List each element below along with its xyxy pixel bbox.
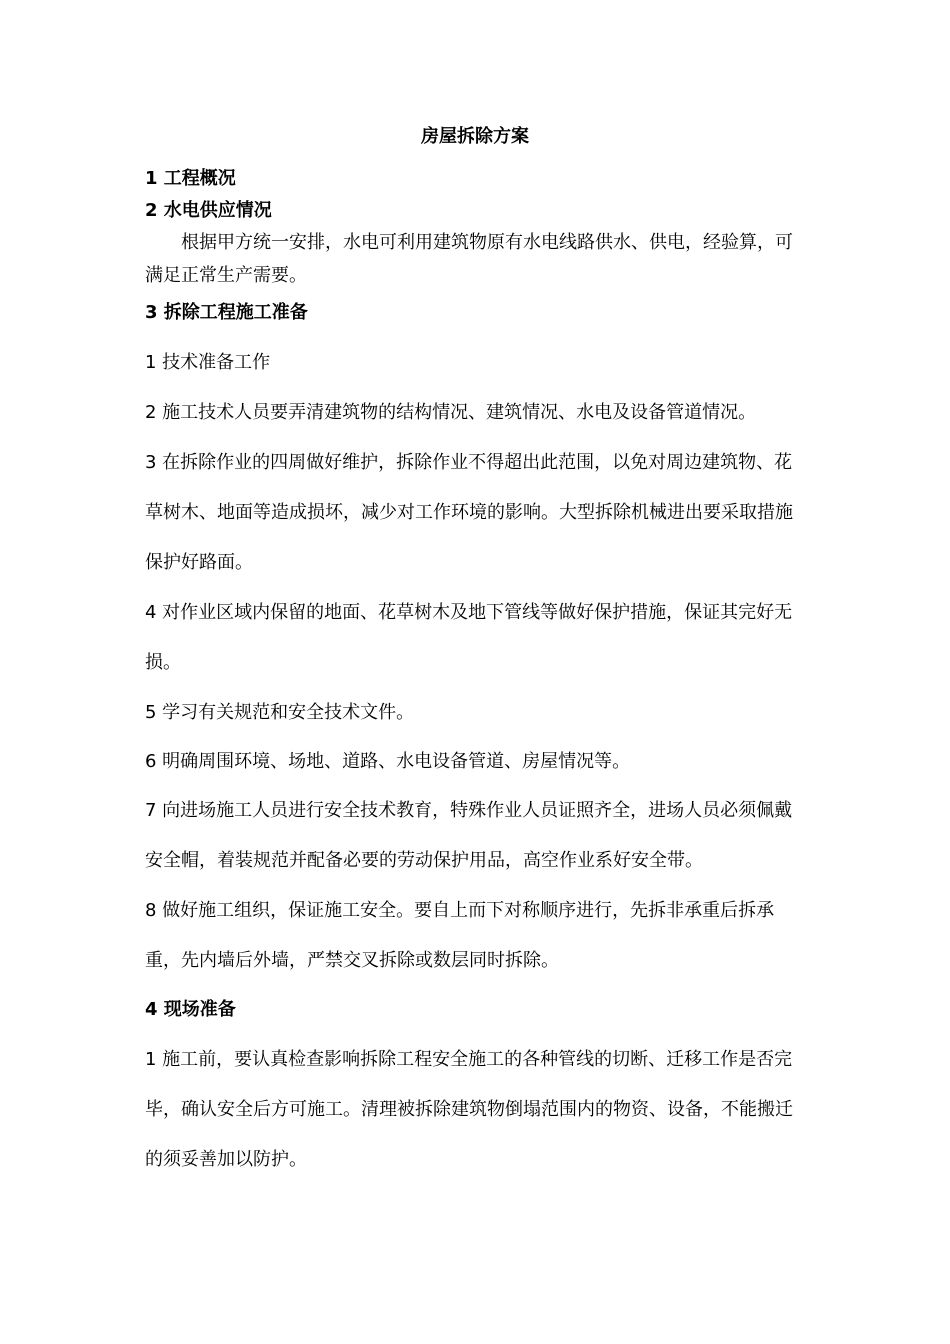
prep-item-3: 3 在拆除作业的四周做好维护，拆除作业不得超出此范围，以免对周边建筑物、花草树木、地面等造成损坏，减少对工作环境的影响。大型拆除机械进出要采取措施保护好路面。 (145, 452, 793, 573)
prep-item-6: 6 明确周围环境、场地、道路、水电设备管道、房屋情况等。 (145, 751, 631, 772)
prep-item-7: 7 向进场施工人员进行安全技术教育，特殊作业人员证照齐全，进场人员必须佩戴安全帽，着装规范并配备必要的劳动保护用品，高空作业系好安全带。 (145, 800, 793, 871)
section-heading-3: 3 拆除工程施工准备 (145, 302, 308, 323)
prep-item-8: 8 做好施工组织，保证施工安全。要自上而下对称顺序进行，先拆非承重后拆承重，先内墙后外墙，严禁交叉拆除或数层同时拆除。 (145, 900, 775, 971)
section-heading-1: 1 工程概况 (145, 168, 236, 189)
site-prep-item-1: 1 施工前，要认真检查影响拆除工程安全施工的各种管线的切断、迁移工作是否完毕，确认安全后方可施工。清理被拆除建筑物倒塌范围内的物资、设备，不能搬迁的须妥善加以防护。 (145, 1049, 793, 1170)
prep-item-2: 2 施工技术人员要弄清建筑物的结构情况、建筑情况、水电及设备管道情况。 (145, 402, 757, 423)
section-heading-2: 2 水电供应情况 (145, 200, 272, 221)
water-power-paragraph: 根据甲方统一安排，水电可利用建筑物原有水电线路供水、供电，经验算，可满足正常生产需要。 (145, 232, 793, 286)
prep-item-5: 5 学习有关规范和安全技术文件。 (145, 702, 415, 723)
prep-item-4: 4 对作业区域内保留的地面、花草树木及地下管线等做好保护措施，保证其完好无损。 (145, 602, 793, 673)
section-heading-4: 4 现场准备 (145, 999, 236, 1020)
document-title: 房屋拆除方案 (421, 126, 529, 147)
prep-item-1: 1 技术准备工作 (145, 352, 271, 373)
